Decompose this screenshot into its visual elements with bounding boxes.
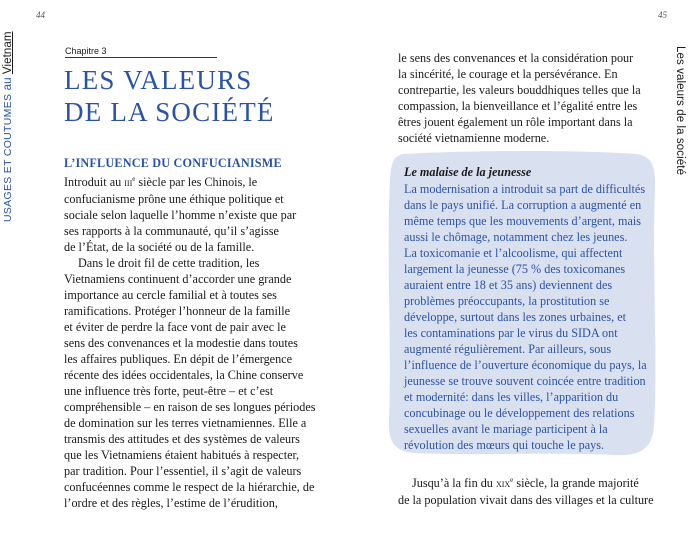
chapter-label: Chapitre 3 (65, 46, 217, 58)
body-line: le sens des convenances et la considération pour (398, 51, 634, 65)
title-line: LES VALEURS (64, 65, 253, 95)
body-line (398, 472, 654, 492)
body-text: Jusqu’à la fin du (412, 476, 496, 491)
running-head-left-small: au (2, 74, 14, 94)
box-line: augmenté régulièrement. Par ailleurs, sous (404, 342, 612, 356)
body-line: Dans le droit fil de cette tradition, les (78, 256, 260, 271)
century-suffix: e (132, 175, 136, 183)
body-line: confucéennes comme le respect de la hiérarchie, de (64, 480, 315, 495)
page-number-right: 45 (658, 10, 667, 20)
body-line: ramifications. Protéger l’honneur de la famille (64, 304, 291, 319)
century-suffix: e (510, 476, 514, 484)
body-line: compréhensible – en raison de ses longues périodes (64, 400, 316, 415)
body-line (64, 171, 315, 191)
running-head-right-label: Les valeurs de la société (674, 46, 686, 176)
body-line: sociale selon laquelle l’homme n’existe que par (64, 208, 297, 223)
box-line: révolution des mœurs qui touche le pays. (404, 438, 605, 452)
body-line: importance au cercle familial et à toutes ses (64, 288, 277, 303)
box-line: et modernité: dans les villes, l’apparition du (404, 390, 619, 404)
body-line: que les Vietnamiens étaient habitués à respecter, (64, 448, 300, 463)
box-line: problèmes préoccupants, la prostitution se (404, 294, 610, 308)
box-line: l’influence de l’ouverture économique du pays, la (404, 358, 647, 372)
box-line: jeunesse se trouve souvent coincée entre tradition (404, 374, 646, 388)
left-column-body (64, 171, 315, 511)
body-line: une influence très forte, peut-être – et c’est (64, 384, 274, 399)
box-line: les contaminations par le virus du SIDA ont (404, 326, 618, 340)
box-line: sexuelles avant le mariage participent à la (404, 422, 608, 436)
box-line: auraient entre 18 et 35 ans) deviennent des (404, 278, 613, 292)
running-head-right (674, 46, 686, 175)
body-line: ses rapports à la communauté, qu’il s’agisse (64, 224, 279, 239)
body-line: les affaires publiques. En dépit de l’émergence (64, 352, 292, 367)
body-line: transmis des attitudes et des systèmes de valeurs (64, 432, 300, 447)
box-line: développe, surtout dans les zones urbaines, et (404, 310, 627, 324)
right-column-top (398, 50, 641, 146)
body-line: par tradition. Pour l’essentiel, il s’agit de valeurs (64, 464, 302, 479)
box-line: aussi le chômage, notamment chez les jeunes. (404, 230, 628, 244)
body-line: êtres jouent également un rôle important dans la (398, 115, 633, 129)
sidebar-box-title: Le malaise de la jeunesse (404, 165, 532, 179)
body-line: la sincérité, le courage et la persévérance. En (398, 67, 618, 81)
title-line: DE LA SOCIÉTÉ (64, 97, 275, 127)
body-line: de domination sur les terres vietnamiennes. Elle a (64, 416, 307, 431)
body-line: société vietnamienne moderne. (398, 131, 550, 145)
page-number-left: 44 (36, 10, 45, 20)
body-text: siècle par les Chinois, le (135, 175, 258, 190)
right-column-bottom (398, 472, 654, 508)
chapter-title (64, 64, 324, 128)
century-numeral: iii (124, 177, 133, 190)
body-text: siècle, la grande majorité (513, 476, 639, 491)
box-line: La toxicomanie et l’alcoolisme, qui affectent (404, 246, 623, 260)
body-text: Introduit au (64, 175, 125, 190)
section-heading: L’INFLUENCE DU CONFUCIANISME (64, 156, 282, 170)
body-line: compassion, la bienveillance et l’égalité entre les (398, 99, 638, 113)
body-line: de la population vivait dans des villages et la culture (398, 493, 654, 508)
body-line: de l’État, de la société ou de la famille. (64, 240, 255, 255)
body-line: confucianisme prône une éthique politique et (64, 192, 284, 207)
body-line: contrepartie, les valeurs bouddhiques telles que la (398, 83, 641, 97)
body-line: l’ordre et des règles, l’estime de l’érudition, (64, 496, 278, 511)
sidebar-box-text (404, 181, 647, 453)
body-line: sens des convenances et la modestie dans toutes (64, 336, 298, 351)
running-head-left-country: Vietnam (2, 31, 14, 75)
running-head-left (2, 31, 14, 222)
box-line: même temps que les mouvements d’argent, mais (404, 214, 642, 228)
box-line: La modernisation a introduit sa part de difficultés (404, 182, 646, 196)
body-line: et éviter de perdre la face vont de pair avec le (64, 320, 286, 335)
box-line: dans le pays unifié. La corruption a augmenté en (404, 198, 642, 212)
box-line: concubinage ou le développement des relations (404, 406, 635, 420)
running-head-left-caps: USAGES ET COUTUMES (2, 93, 14, 222)
century-numeral: xix (495, 478, 511, 491)
body-line: Vietnamiens continuent d’accorder une grande (64, 272, 292, 287)
body-line: récente des idées occidentales, la Chine conserve (64, 368, 304, 383)
box-line: largement la jeunesse (75 % des toxicomanes (404, 262, 626, 276)
